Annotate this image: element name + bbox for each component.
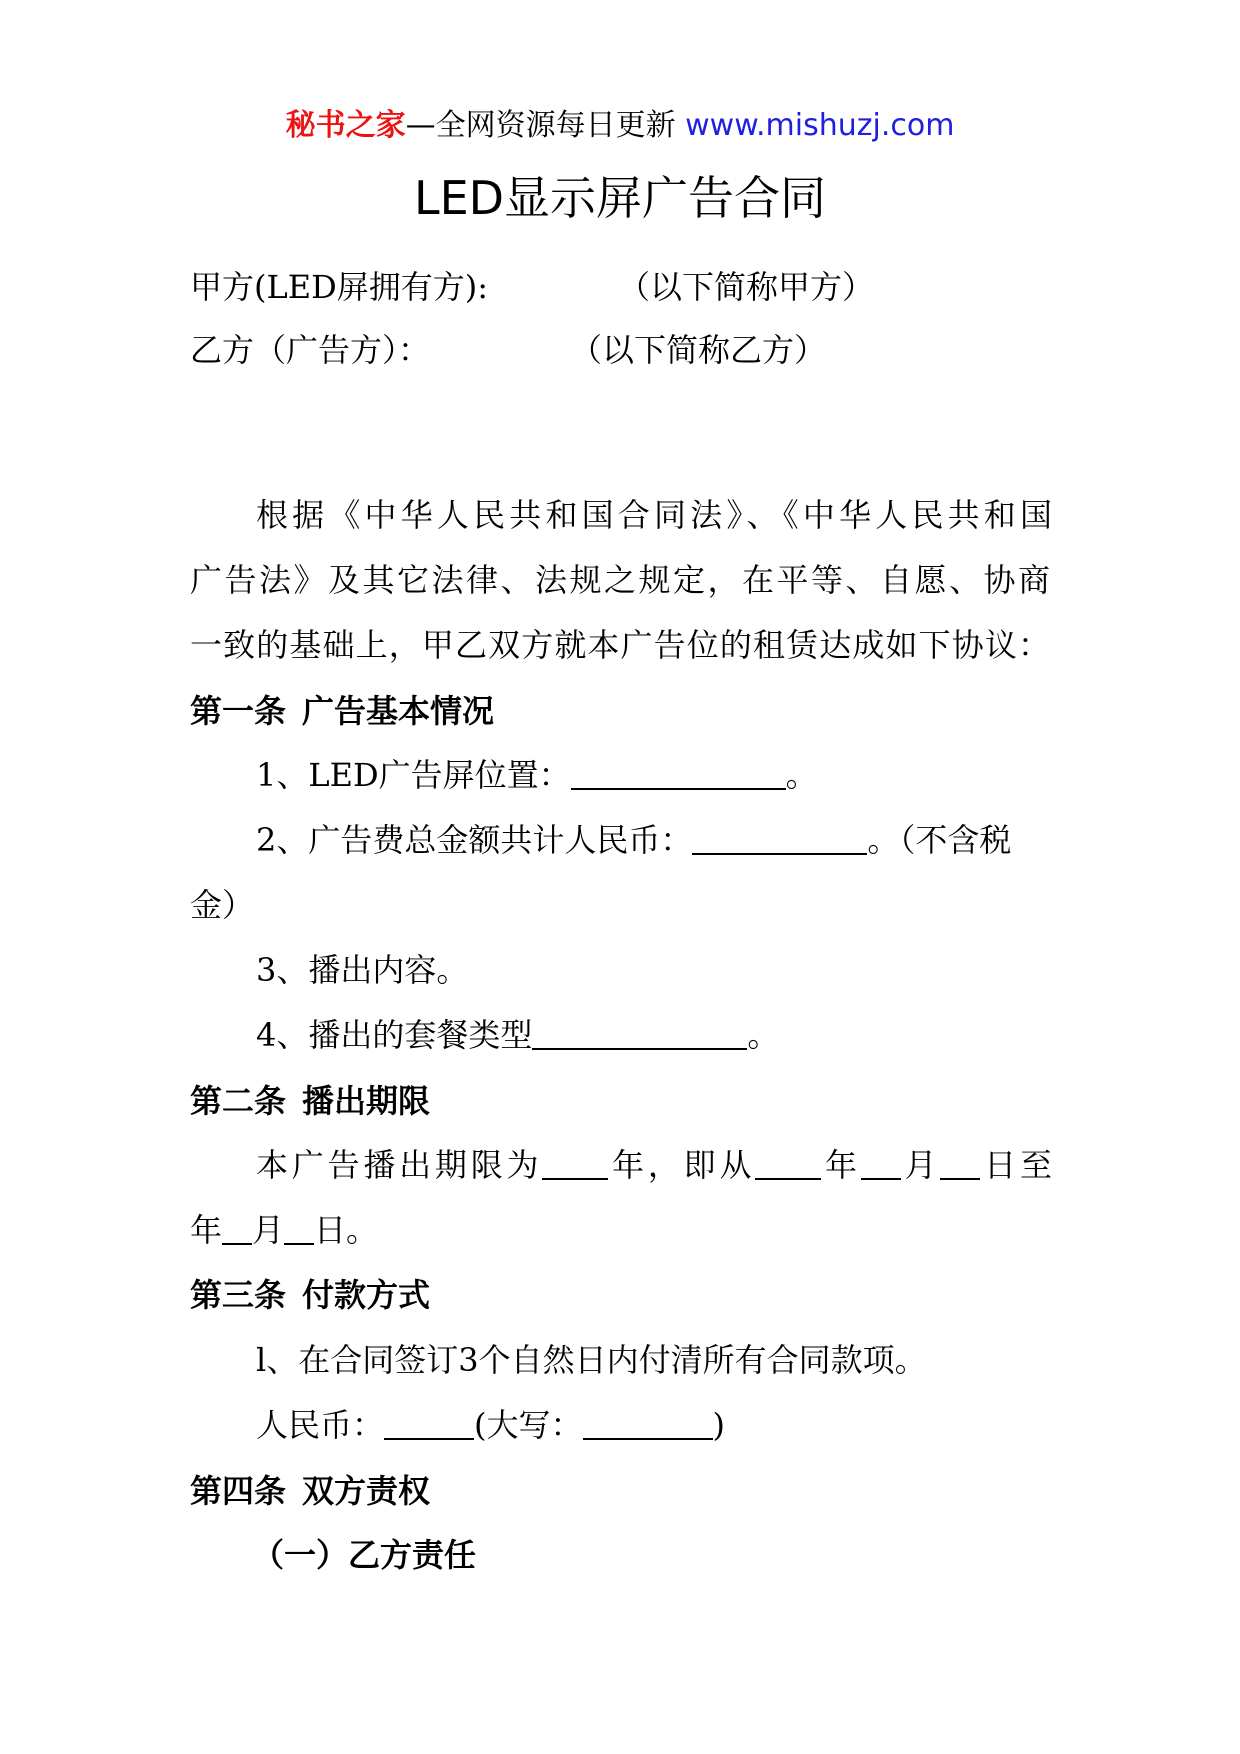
item-4-end: 。 — [747, 1016, 780, 1054]
brand-name: 秘书之家 — [285, 108, 406, 143]
article-4-number: 第四条 — [190, 1472, 287, 1510]
period-text-1: 本广告播出期限为 — [256, 1146, 543, 1184]
article-4-heading — [190, 1466, 430, 1512]
article-3-heading — [190, 1270, 430, 1316]
site-link[interactable]: www.mishuzj.com — [685, 108, 955, 143]
article-2-title: 播出期限 — [302, 1082, 431, 1120]
end-day-blank[interactable] — [284, 1215, 314, 1245]
article-2-number: 第二条 — [190, 1082, 287, 1120]
item-2-end: 。（不含税 — [867, 821, 1012, 859]
party-a-line — [190, 262, 874, 308]
item-1-label: 1、LED广告屏位置： — [256, 756, 571, 794]
end-month-blank[interactable] — [222, 1215, 252, 1245]
start-year-blank[interactable] — [755, 1150, 821, 1180]
start-day-blank[interactable] — [940, 1150, 980, 1180]
period-text-8: 日。 — [314, 1211, 379, 1249]
article-2-heading — [190, 1076, 430, 1122]
daxie-end: ) — [712, 1406, 725, 1444]
article-3-number: 第三条 — [190, 1276, 287, 1314]
item-2-label: 2、广告费总金额共计人民币： — [256, 821, 693, 859]
article-1-item-2-cont: 金） — [190, 886, 255, 924]
party-b-line — [190, 325, 826, 371]
period-text-7: 月 — [252, 1211, 285, 1249]
article-2-line-1 — [256, 1140, 1052, 1186]
period-text-4: 月 — [900, 1146, 941, 1184]
article-2-line-2 — [190, 1205, 378, 1251]
party-b-note: （以下简称乙方） — [570, 331, 827, 369]
location-blank[interactable] — [571, 760, 786, 790]
site-header — [0, 100, 1240, 144]
article-1-item-4 — [256, 1010, 779, 1056]
article-4-title: 双方责权 — [302, 1472, 431, 1510]
years-blank[interactable] — [542, 1150, 608, 1180]
period-text-6: 年 — [190, 1211, 223, 1249]
daxie-amount-blank[interactable] — [583, 1410, 713, 1440]
article-1-title: 广告基本情况 — [302, 692, 495, 730]
period-text-2: 年，即从 — [608, 1146, 756, 1184]
article-4-subheading-1: （一）乙方责任 — [252, 1536, 477, 1574]
period-text-5: 日至 — [980, 1146, 1052, 1184]
intro-line-2: 广告法》及其它法律、法规之规定，在平等、自愿、协商 — [190, 561, 1050, 599]
document-title: LED显示屏广告合同 — [413, 171, 827, 225]
period-text-3: 年 — [821, 1146, 861, 1184]
header-slogan: —全网资源每日更新 — [405, 108, 676, 143]
party-a-label: 甲方(LED屏拥有方): — [190, 268, 489, 306]
article-1-item-2 — [256, 815, 1011, 861]
article-3-rmb-line — [256, 1400, 725, 1446]
rmb-label: 人民币： — [256, 1406, 385, 1444]
article-1-item-1 — [256, 750, 818, 796]
article-1-heading — [190, 686, 494, 732]
article-1-item-3: 3、播出内容。 — [256, 951, 469, 989]
amount-blank[interactable] — [692, 825, 867, 855]
article-1-number: 第一条 — [190, 692, 287, 730]
item-1-end: 。 — [785, 756, 818, 794]
party-a-note: （以下简称甲方） — [618, 268, 875, 306]
article-3-item-1: l、在合同签订3个自然日内付清所有合同款项。 — [256, 1341, 927, 1379]
rmb-amount-blank[interactable] — [384, 1410, 474, 1440]
start-month-blank[interactable] — [861, 1150, 901, 1180]
intro-line-1: 根据《中华人民共和国合同法》、《中华人民共和国 — [256, 496, 1052, 534]
party-b-label: 乙方（广告方）： — [190, 331, 431, 369]
article-3-title: 付款方式 — [302, 1276, 431, 1314]
item-4-label: 4、播出的套餐类型 — [256, 1016, 533, 1054]
package-blank[interactable] — [532, 1020, 747, 1050]
daxie-label: (大写： — [474, 1406, 583, 1444]
intro-line-3: 一致的基础上，甲乙双方就本广告位的租赁达成如下协议： — [190, 626, 1050, 664]
